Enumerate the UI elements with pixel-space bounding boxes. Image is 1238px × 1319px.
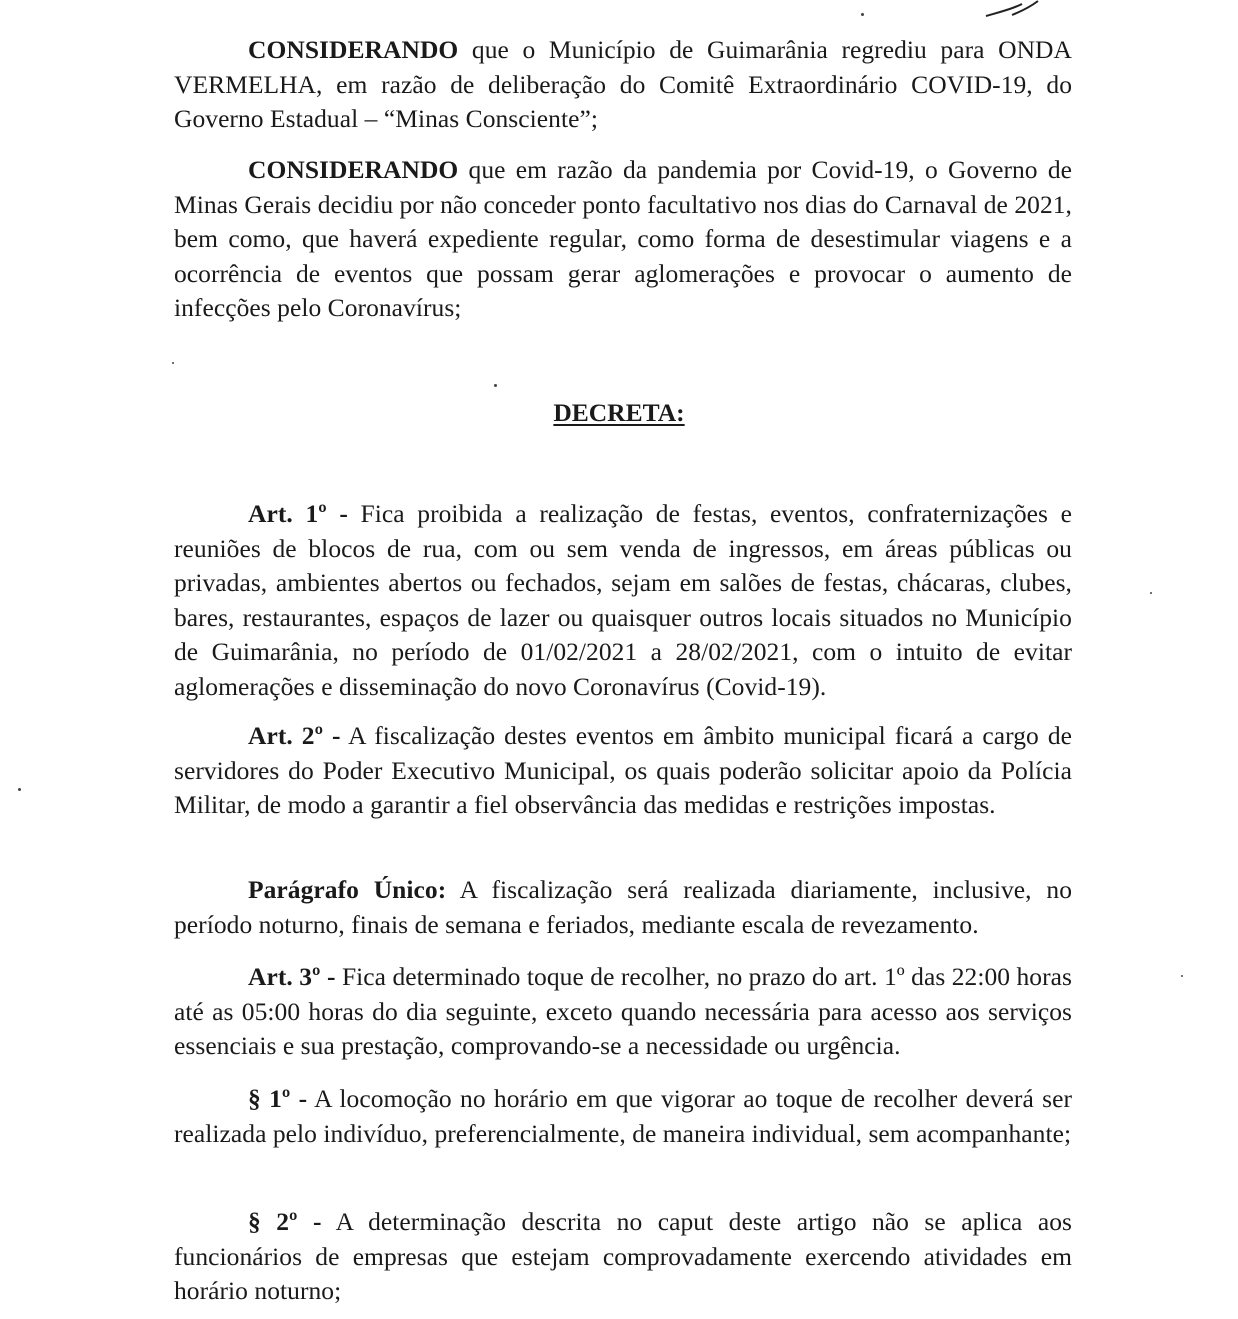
- article-3-paragraph-1: [174, 1082, 1072, 1151]
- article-3-lead: Art. 3º -: [248, 962, 336, 991]
- article-3-text: Fica determinado toque de recolher, no prazo do art. 1º das 22:00 horas até as 05:00 horas do dia seguinte, exceto quando necessária para acesso aos serviços essenciais e sua prestação, comprovando-se a necessidade ou urgência.: [174, 962, 1072, 1060]
- decreta-heading: DECRETA:: [553, 398, 685, 427]
- article-2-lead: Art. 2º -: [248, 721, 341, 750]
- scan-speck: [1150, 592, 1152, 594]
- paragrafo-unico-lead: Parágrafo Único:: [248, 875, 447, 904]
- considerando-2-text: que em razão da pandemia por Covid-19, o Governo de Minas Gerais decidiu por não conceder ponto facultativo nos dias do Carnaval de 2021, bem como, que haverá expediente regular, como forma de desestimular viagens e a ocorrência de eventos que possam gerar aglomerações e provocar o aumento de infecções pelo Coronavírus;: [174, 155, 1072, 322]
- scan-speck: [18, 788, 21, 791]
- article-3-paragraph-2-lead: § 2º -: [248, 1207, 322, 1236]
- scan-speck: [494, 384, 497, 387]
- article-3-paragraph-1-lead: § 1º -: [248, 1084, 308, 1113]
- handwritten-mark: [982, 0, 1042, 18]
- considerando-2-lead: CONSIDERANDO: [248, 155, 459, 184]
- considerando-1: [174, 33, 1072, 137]
- paragrafo-unico: [174, 873, 1072, 942]
- article-3-paragraph-2-text: A determinação descrita no caput deste artigo não se aplica aos funcionários de empresas que estejam comprovadamente exercendo atividades em horário noturno;: [174, 1207, 1072, 1305]
- considerando-1-text: que o Município de Guimarânia regrediu para ONDA VERMELHA, em razão de deliberação do Comitê Extraordinário COVID-19, do Governo Estadual – “Minas Consciente”;: [174, 35, 1072, 133]
- article-2-text: A fiscalização destes eventos em âmbito municipal ficará a cargo de servidores do Poder Executivo Municipal, os quais poderão solicitar apoio da Polícia Militar, de modo a garantir a fiel observância das medidas e restrições impostas.: [174, 721, 1072, 819]
- article-2: [174, 719, 1072, 823]
- scan-speck: [1181, 975, 1183, 977]
- article-1-lead: Art. 1º -: [248, 499, 348, 528]
- article-3-paragraph-2: [174, 1205, 1072, 1309]
- paragrafo-unico-text: A fiscalização será realizada diariamente, inclusive, no período noturno, finais de semana e feriados, mediante escala de revezamento.: [174, 875, 1072, 939]
- article-3: [174, 960, 1072, 1064]
- scan-speck: [861, 13, 864, 16]
- article-3-paragraph-1-text: A locomoção no horário em que vigorar ao toque de recolher deverá ser realizada pelo indivíduo, preferencialmente, de maneira individual, sem acompanhante;: [174, 1084, 1072, 1148]
- scan-speck: [172, 362, 174, 364]
- article-1-text: Fica proibida a realização de festas, eventos, confraternizações e reuniões de blocos de rua, com ou sem venda de ingressos, em áreas públicas ou privadas, ambientes abertos ou fechados, sejam em salões de festas, chácaras, clubes, bares, restaurantes, espaços de lazer ou quaisquer outros locais situados no Município de Guimarânia, no período de 01/02/2021 a 28/02/2021, com o intuito de evitar aglomerações e disseminação do novo Coronavírus (Covid-19).: [174, 499, 1072, 701]
- considerando-1-lead: CONSIDERANDO: [248, 35, 459, 64]
- article-1: [174, 497, 1072, 704]
- considerando-2: [174, 153, 1072, 326]
